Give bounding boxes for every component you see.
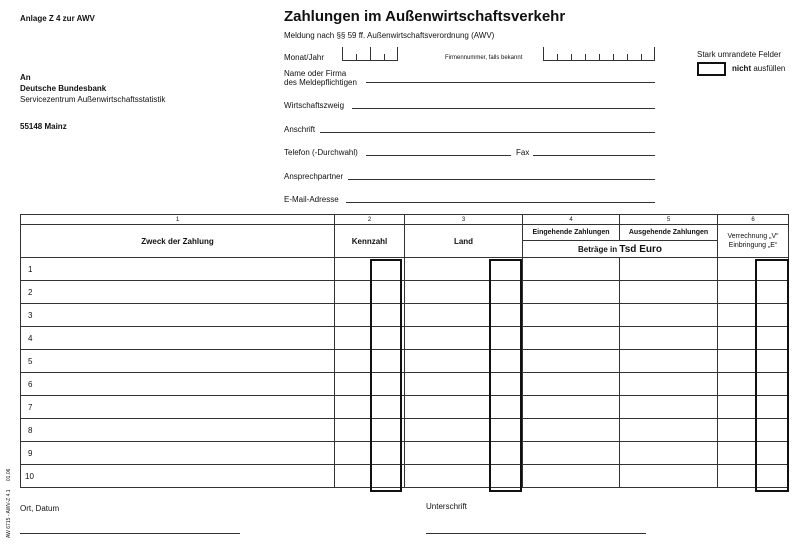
purpose-cell[interactable] bbox=[21, 350, 335, 373]
outgoing-cell[interactable] bbox=[620, 281, 718, 304]
phone-input[interactable] bbox=[366, 155, 511, 156]
contact-label: Ansprechpartner bbox=[284, 172, 344, 181]
table-row bbox=[21, 281, 789, 304]
signature-input[interactable] bbox=[426, 533, 646, 534]
form-date: 01.06 bbox=[6, 468, 12, 482]
incoming-cell[interactable] bbox=[523, 304, 620, 327]
row-number: 2 bbox=[28, 287, 33, 297]
form-subtitle: Meldung nach §§ 59 ff. Außenwirtschaftsverordnung (AWV) bbox=[284, 31, 495, 40]
address-input[interactable] bbox=[320, 132, 655, 133]
annex-label: Anlage Z 4 zur AWV bbox=[20, 14, 95, 23]
place-date-input[interactable] bbox=[20, 533, 240, 534]
row-number: 9 bbox=[28, 448, 33, 458]
table-row bbox=[21, 304, 789, 327]
row-number: 8 bbox=[28, 425, 33, 435]
table-row bbox=[21, 258, 789, 281]
header-purpose: Zweck der Zahlung bbox=[21, 225, 335, 258]
incoming-cell[interactable] bbox=[523, 281, 620, 304]
purpose-cell[interactable] bbox=[21, 258, 335, 281]
sector-input[interactable] bbox=[352, 108, 655, 109]
row-number: 4 bbox=[28, 333, 33, 343]
incoming-cell[interactable] bbox=[523, 258, 620, 281]
signature-label: Unterschrift bbox=[426, 502, 467, 511]
col-number-1: 1 bbox=[21, 215, 335, 225]
row-number: 10 bbox=[25, 471, 34, 481]
header-outgoing: Ausgehende Zahlungen bbox=[620, 225, 718, 241]
legend-instruction bbox=[732, 64, 785, 73]
header-row bbox=[21, 225, 789, 241]
row-number: 6 bbox=[28, 379, 33, 389]
recipient-name: Deutsche Bundesbank bbox=[20, 84, 107, 93]
header-amounts-unit: Tsd Euro bbox=[619, 243, 662, 255]
incoming-cell[interactable] bbox=[523, 419, 620, 442]
incoming-cell[interactable] bbox=[523, 350, 620, 373]
header-settlement-line2: Einbringung „E“ bbox=[728, 242, 778, 249]
outgoing-cell[interactable] bbox=[620, 396, 718, 419]
row-number: 1 bbox=[28, 264, 33, 274]
legend-thick-box bbox=[697, 62, 726, 76]
purpose-cell[interactable] bbox=[21, 304, 335, 327]
incoming-cell[interactable] bbox=[523, 465, 620, 488]
header-country: Land bbox=[405, 225, 523, 258]
outgoing-cell[interactable] bbox=[620, 350, 718, 373]
recipient-city: 55148 Mainz bbox=[20, 122, 67, 131]
purpose-cell[interactable] bbox=[21, 396, 335, 419]
address-label: Anschrift bbox=[284, 125, 316, 134]
payments-table bbox=[20, 214, 789, 488]
incoming-cell[interactable] bbox=[523, 396, 620, 419]
column-number-row bbox=[21, 215, 789, 225]
contact-input[interactable] bbox=[348, 179, 655, 180]
form-code bbox=[6, 469, 12, 538]
sector-label: Wirtschaftszweig bbox=[284, 101, 345, 110]
company-number-label: Firmennummer, falls bekannt bbox=[445, 55, 523, 61]
month-year-label: Monat/Jahr bbox=[284, 53, 325, 62]
fax-label: Fax bbox=[516, 148, 530, 157]
header-settlement bbox=[718, 225, 789, 258]
col-number-3: 3 bbox=[405, 215, 523, 225]
header-amounts bbox=[523, 241, 718, 258]
month-year-input[interactable] bbox=[342, 47, 398, 61]
legend-text: Stark umrandete Felder bbox=[697, 50, 782, 59]
name-label bbox=[284, 69, 357, 87]
incoming-cell[interactable] bbox=[523, 327, 620, 350]
company-number-input[interactable] bbox=[543, 47, 655, 61]
table-row bbox=[21, 350, 789, 373]
outgoing-cell[interactable] bbox=[620, 419, 718, 442]
col-number-5: 5 bbox=[620, 215, 718, 225]
recipient-dept: Servicezentrum Außenwirtschaftsstatistik bbox=[20, 95, 166, 104]
fax-input[interactable] bbox=[533, 155, 655, 156]
header-code: Kennzahl bbox=[335, 225, 405, 258]
outgoing-cell[interactable] bbox=[620, 465, 718, 488]
code-restricted-box bbox=[370, 259, 402, 492]
name-label-line1: Name oder Firma bbox=[284, 69, 347, 78]
incoming-cell[interactable] bbox=[523, 442, 620, 465]
outgoing-cell[interactable] bbox=[620, 304, 718, 327]
legend-bold: nicht bbox=[732, 64, 752, 73]
purpose-cell[interactable] bbox=[21, 373, 335, 396]
table-row bbox=[21, 327, 789, 350]
form-code-text: AW 6715 - AWV-Z 4.1 bbox=[6, 489, 12, 538]
recipient-to: An bbox=[20, 73, 31, 82]
header-amounts-label: Beträge in bbox=[578, 244, 618, 254]
table-row bbox=[21, 465, 789, 488]
table-row bbox=[21, 442, 789, 465]
phone-label: Telefon (-Durchwahl) bbox=[284, 148, 358, 157]
place-date-label: Ort, Datum bbox=[20, 504, 60, 513]
row-number: 7 bbox=[28, 402, 33, 412]
email-label: E-Mail-Adresse bbox=[284, 195, 339, 204]
col-number-2: 2 bbox=[335, 215, 405, 225]
header-incoming: Eingehende Zahlungen bbox=[523, 225, 620, 241]
country-restricted-box bbox=[489, 259, 522, 492]
outgoing-cell[interactable] bbox=[620, 327, 718, 350]
name-input[interactable] bbox=[366, 82, 655, 83]
outgoing-cell[interactable] bbox=[620, 373, 718, 396]
header-settlement-line1: Verrechnung „V“ bbox=[727, 233, 779, 240]
col-number-4: 4 bbox=[523, 215, 620, 225]
purpose-cell[interactable] bbox=[21, 465, 335, 488]
table-row bbox=[21, 419, 789, 442]
purpose-cell[interactable] bbox=[21, 419, 335, 442]
table-row bbox=[21, 373, 789, 396]
outgoing-cell[interactable] bbox=[620, 442, 718, 465]
col-number-6: 6 bbox=[718, 215, 789, 225]
row-number: 3 bbox=[28, 310, 33, 320]
purpose-cell[interactable] bbox=[21, 327, 335, 350]
email-input[interactable] bbox=[346, 202, 655, 203]
outgoing-cell[interactable] bbox=[620, 258, 718, 281]
incoming-cell[interactable] bbox=[523, 373, 620, 396]
form-title: Zahlungen im Außenwirtschaftsverkehr bbox=[284, 8, 566, 25]
row-number: 5 bbox=[28, 356, 33, 366]
purpose-cell[interactable] bbox=[21, 281, 335, 304]
legend-rest: ausfüllen bbox=[753, 64, 786, 73]
purpose-cell[interactable] bbox=[21, 442, 335, 465]
table-row bbox=[21, 396, 789, 419]
settlement-restricted-box bbox=[755, 259, 789, 492]
name-label-line2: des Meldepflichtigen bbox=[284, 78, 357, 87]
